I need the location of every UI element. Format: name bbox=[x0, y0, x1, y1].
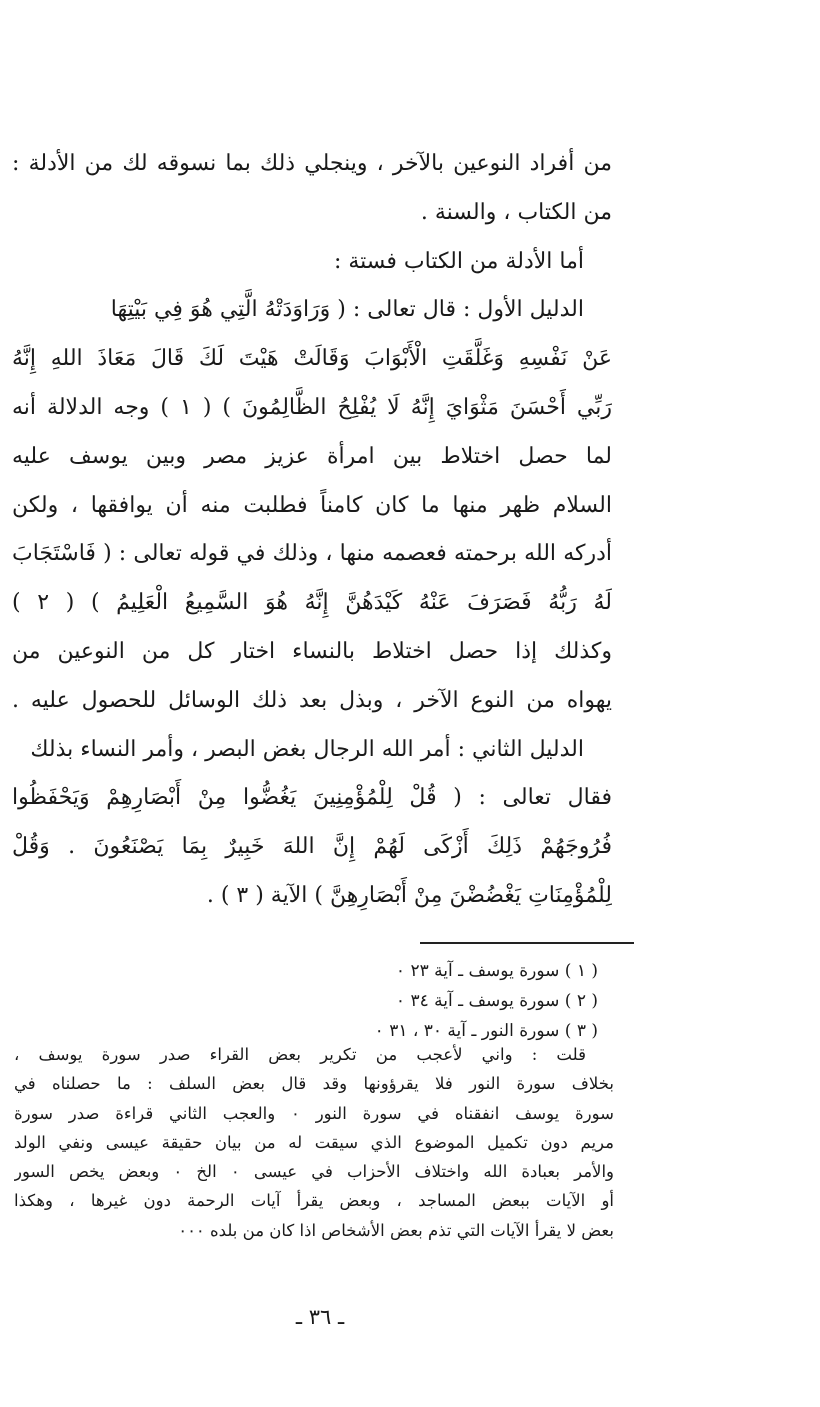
text-line: عَنْ نَفْسِهِ وَغَلَّقَتِ الْأَبْوَابَ وَقَالَتْ هَيْتَ لَكَ قَالَ مَعَاذَ اللهِ إِنَّهُ bbox=[12, 346, 612, 372]
text-line: أما الأدلة من الكتاب فستة : bbox=[333, 248, 584, 274]
text-line: لَهُ رَبُّهُ فَصَرَفَ عَنْهُ كَيْدَهُنَّ إِنَّهُ هُوَ السَّمِيعُ الْعَلِيمُ ) ( ٢ ) bbox=[12, 590, 612, 616]
text-line: فُرُوجَهُمْ ذَلِكَ أَزْكَى لَهُمْ إِنَّ اللهَ خَبِيرٌ بِمَا يَصْنَعُونَ . وَقُلْ bbox=[12, 834, 612, 860]
main-text bbox=[12, 140, 612, 921]
note-line: سورة يوسف انفقناه في سورة النور ٠ والعجب الثاني قراءة صدر سورة bbox=[14, 1103, 614, 1123]
text-line: رَبِّي أَحْسَنَ مَثْوَايَ إِنَّهُ لَا يُفْلِحُ الظَّالِمُونَ ) ( ١ ) وجه الدلالة أنه bbox=[12, 394, 612, 420]
footnote-reference: ( ٢ ) سورة يوسف ـ آية ٣٤ ٠ bbox=[395, 991, 598, 1011]
text-line: يهواه من النوع الآخر ، وبذل بعد ذلك الوسائل للحصول عليه . bbox=[12, 687, 612, 713]
text-line: من أفراد النوعين بالآخر ، وينجلي ذلك بما نسوقه لك من الأدلة : bbox=[12, 151, 612, 176]
page-number: ـ ٣٦ ـ bbox=[295, 1305, 345, 1329]
note-line: بعض لا يقرأ الآيات التي تذم بعض الأشخاص اذا كان من بلده ٠٠٠ bbox=[178, 1220, 614, 1240]
footnote-separator bbox=[420, 942, 634, 944]
note-line: بخلاف سورة النور فلا يقرؤونها وقد قال بعض السلف : ما حصلناه في bbox=[14, 1074, 614, 1094]
footnote-note bbox=[14, 1040, 614, 1245]
text-line: فقال تعالى : ( قُلْ لِلْمُؤْمِنِينَ يَغُضُّوا مِنْ أَبْصَارِهِمْ وَيَحْفَظُوا bbox=[12, 785, 612, 811]
text-line: السلام ظهر منها ما كان كامناً فطلبت منه أن يوافقها ، ولكن bbox=[12, 492, 612, 518]
text-line: من الكتاب ، والسنة . bbox=[420, 199, 612, 225]
text-line: لما حصل اختلاط بين امرأة عزيز مصر وبين يوسف عليه bbox=[12, 443, 612, 469]
text-line: الدليل الأول : قال تعالى : ( وَرَاوَدَتْهُ الَّتِي هُوَ فِي بَيْتِهَا bbox=[110, 297, 584, 323]
note-line: أو الآيات ببعض المساجد ، وبعض يقرأ آيات الرحمة دون غيرها ، وهكذا bbox=[14, 1191, 614, 1211]
text-line: أدركه الله برحمته فعصمه منها ، وذلك في قوله تعالى : ( فَاسْتَجَابَ bbox=[12, 541, 612, 567]
note-line: قلت : واني لأعجب من تكرير بعض القراء صدر سورة يوسف ، bbox=[14, 1045, 586, 1064]
text-line: الدليل الثاني : أمر الله الرجال بغض البصر ، وأمر النساء بذلك bbox=[30, 736, 584, 762]
text-line: وكذلك إذا حصل اختلاط بالنساء اختار كل من النوعين من bbox=[12, 638, 612, 664]
text-line: لِلْمُؤْمِنَاتِ يَغْضُضْنَ مِنْ أَبْصَارِهِنَّ ) الآية ( ٣ ) . bbox=[206, 882, 612, 908]
footnote-references bbox=[270, 956, 598, 1046]
note-line: والأمر بعبادة الله واختلاف الأحزاب في عيسى ٠ الخ ٠ وبعض يخص السور bbox=[14, 1162, 614, 1182]
note-line: مريم دون تكميل الموضوع الذي سيقت له من بيان حقيقة عيسى ونفي الولد bbox=[14, 1132, 614, 1152]
footnote-reference: ( ١ ) سورة يوسف ـ آية ٢٣ ٠ bbox=[395, 961, 598, 981]
footnote-reference: ( ٣ ) سورة النور ـ آية ٣٠ ، ٣١ ٠ bbox=[374, 1021, 598, 1041]
